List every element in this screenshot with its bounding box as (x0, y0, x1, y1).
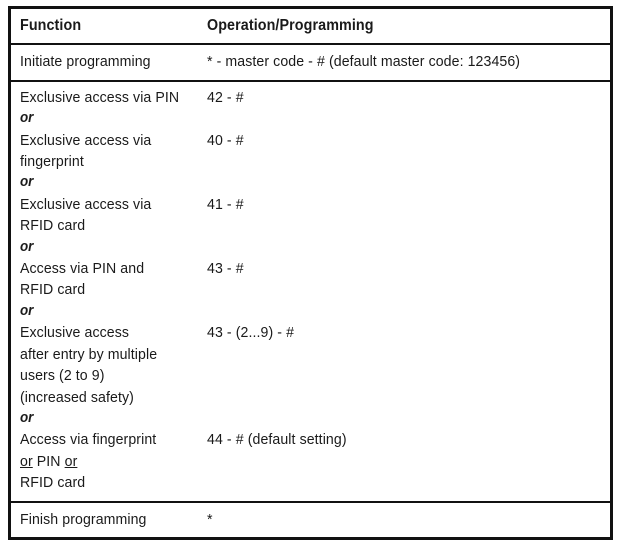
access-option-label: Access via fingerprint (20, 431, 157, 449)
spacer (207, 237, 605, 258)
access-option-label-cont: RFID card (20, 217, 86, 235)
programming-table (8, 6, 613, 540)
access-option-label: Access via PIN and (20, 260, 145, 278)
access-option-label-cont: after entry by multiple (20, 345, 158, 363)
row-initiate-programming-label: Initiate programming (20, 53, 151, 71)
access-option-label-cont: (increased safety) (20, 388, 134, 406)
access-option-label: Exclusive access via (20, 131, 152, 149)
access-option-code: 43 - # (206, 260, 244, 278)
access-option-exclusive-access-rfid (20, 194, 191, 237)
spacer (207, 344, 605, 365)
spacer (207, 172, 605, 193)
table-row (10, 44, 612, 80)
access-option-access-fingerprint-pin-rfid (20, 429, 191, 493)
access-option-code: 41 - # (206, 195, 244, 213)
spacer (207, 387, 605, 408)
column-header-operation-label: Operation/Programming (206, 17, 374, 34)
spacer (207, 365, 605, 386)
or-separator: or (20, 302, 34, 319)
row-initiate-programming-code: * - master code - # (default master code: 123456) (206, 53, 520, 71)
row-finish-programming-code: * (206, 510, 213, 528)
inline-or-underlined-second: or (64, 452, 78, 470)
access-option-exclusive-access-fingerprint (20, 130, 191, 173)
spacer (207, 151, 605, 172)
access-option-label: Exclusive access via PIN (20, 88, 180, 106)
column-header-function-label: Function (20, 17, 82, 34)
or-separator: or (20, 238, 34, 255)
access-option-label: Exclusive access via (20, 195, 152, 213)
column-header-operation (197, 8, 612, 45)
spacer (207, 108, 605, 129)
access-option-label: Exclusive access (20, 324, 130, 342)
table-header-row (10, 8, 612, 45)
spacer (207, 408, 605, 429)
access-option-code: 44 - # (default setting) (206, 431, 347, 449)
access-option-label-cont: RFID card (20, 474, 86, 492)
or-separator: or (20, 409, 34, 426)
row-finish-programming-label: Finish programming (20, 510, 147, 528)
row-initiate-programming-operation (197, 44, 612, 80)
column-header-function (10, 8, 197, 45)
access-options-operation-cell (197, 81, 612, 502)
inline-or-underlined-first: or (20, 452, 33, 470)
row-initiate-programming-function (10, 44, 197, 80)
row-finish-programming-operation (197, 502, 612, 539)
access-option-label-cont: users (2 to 9) (20, 367, 105, 385)
spacer (207, 279, 605, 300)
access-option-code: 43 - (2...9) - # (206, 324, 294, 342)
table-row (10, 502, 612, 539)
access-option-code: 40 - # (206, 131, 244, 149)
access-option-exclusive-access-pin (20, 87, 191, 108)
inline-pin: PIN (32, 452, 65, 470)
access-option-label-cont: fingerprint (20, 153, 84, 171)
spacer (207, 301, 605, 322)
access-options-function-cell (10, 81, 197, 502)
access-option-exclusive-access-multiple-users (20, 322, 191, 408)
spacer (207, 215, 605, 236)
access-option-label-cont-underlined (20, 451, 179, 472)
table-row-access-options (10, 81, 612, 502)
access-option-access-pin-and-rfid (20, 258, 191, 301)
or-separator: or (20, 174, 34, 191)
or-separator: or (20, 110, 34, 127)
row-finish-programming-function (10, 502, 197, 539)
access-option-label-cont: RFID card (20, 281, 86, 299)
access-option-code: 42 - # (206, 88, 244, 106)
